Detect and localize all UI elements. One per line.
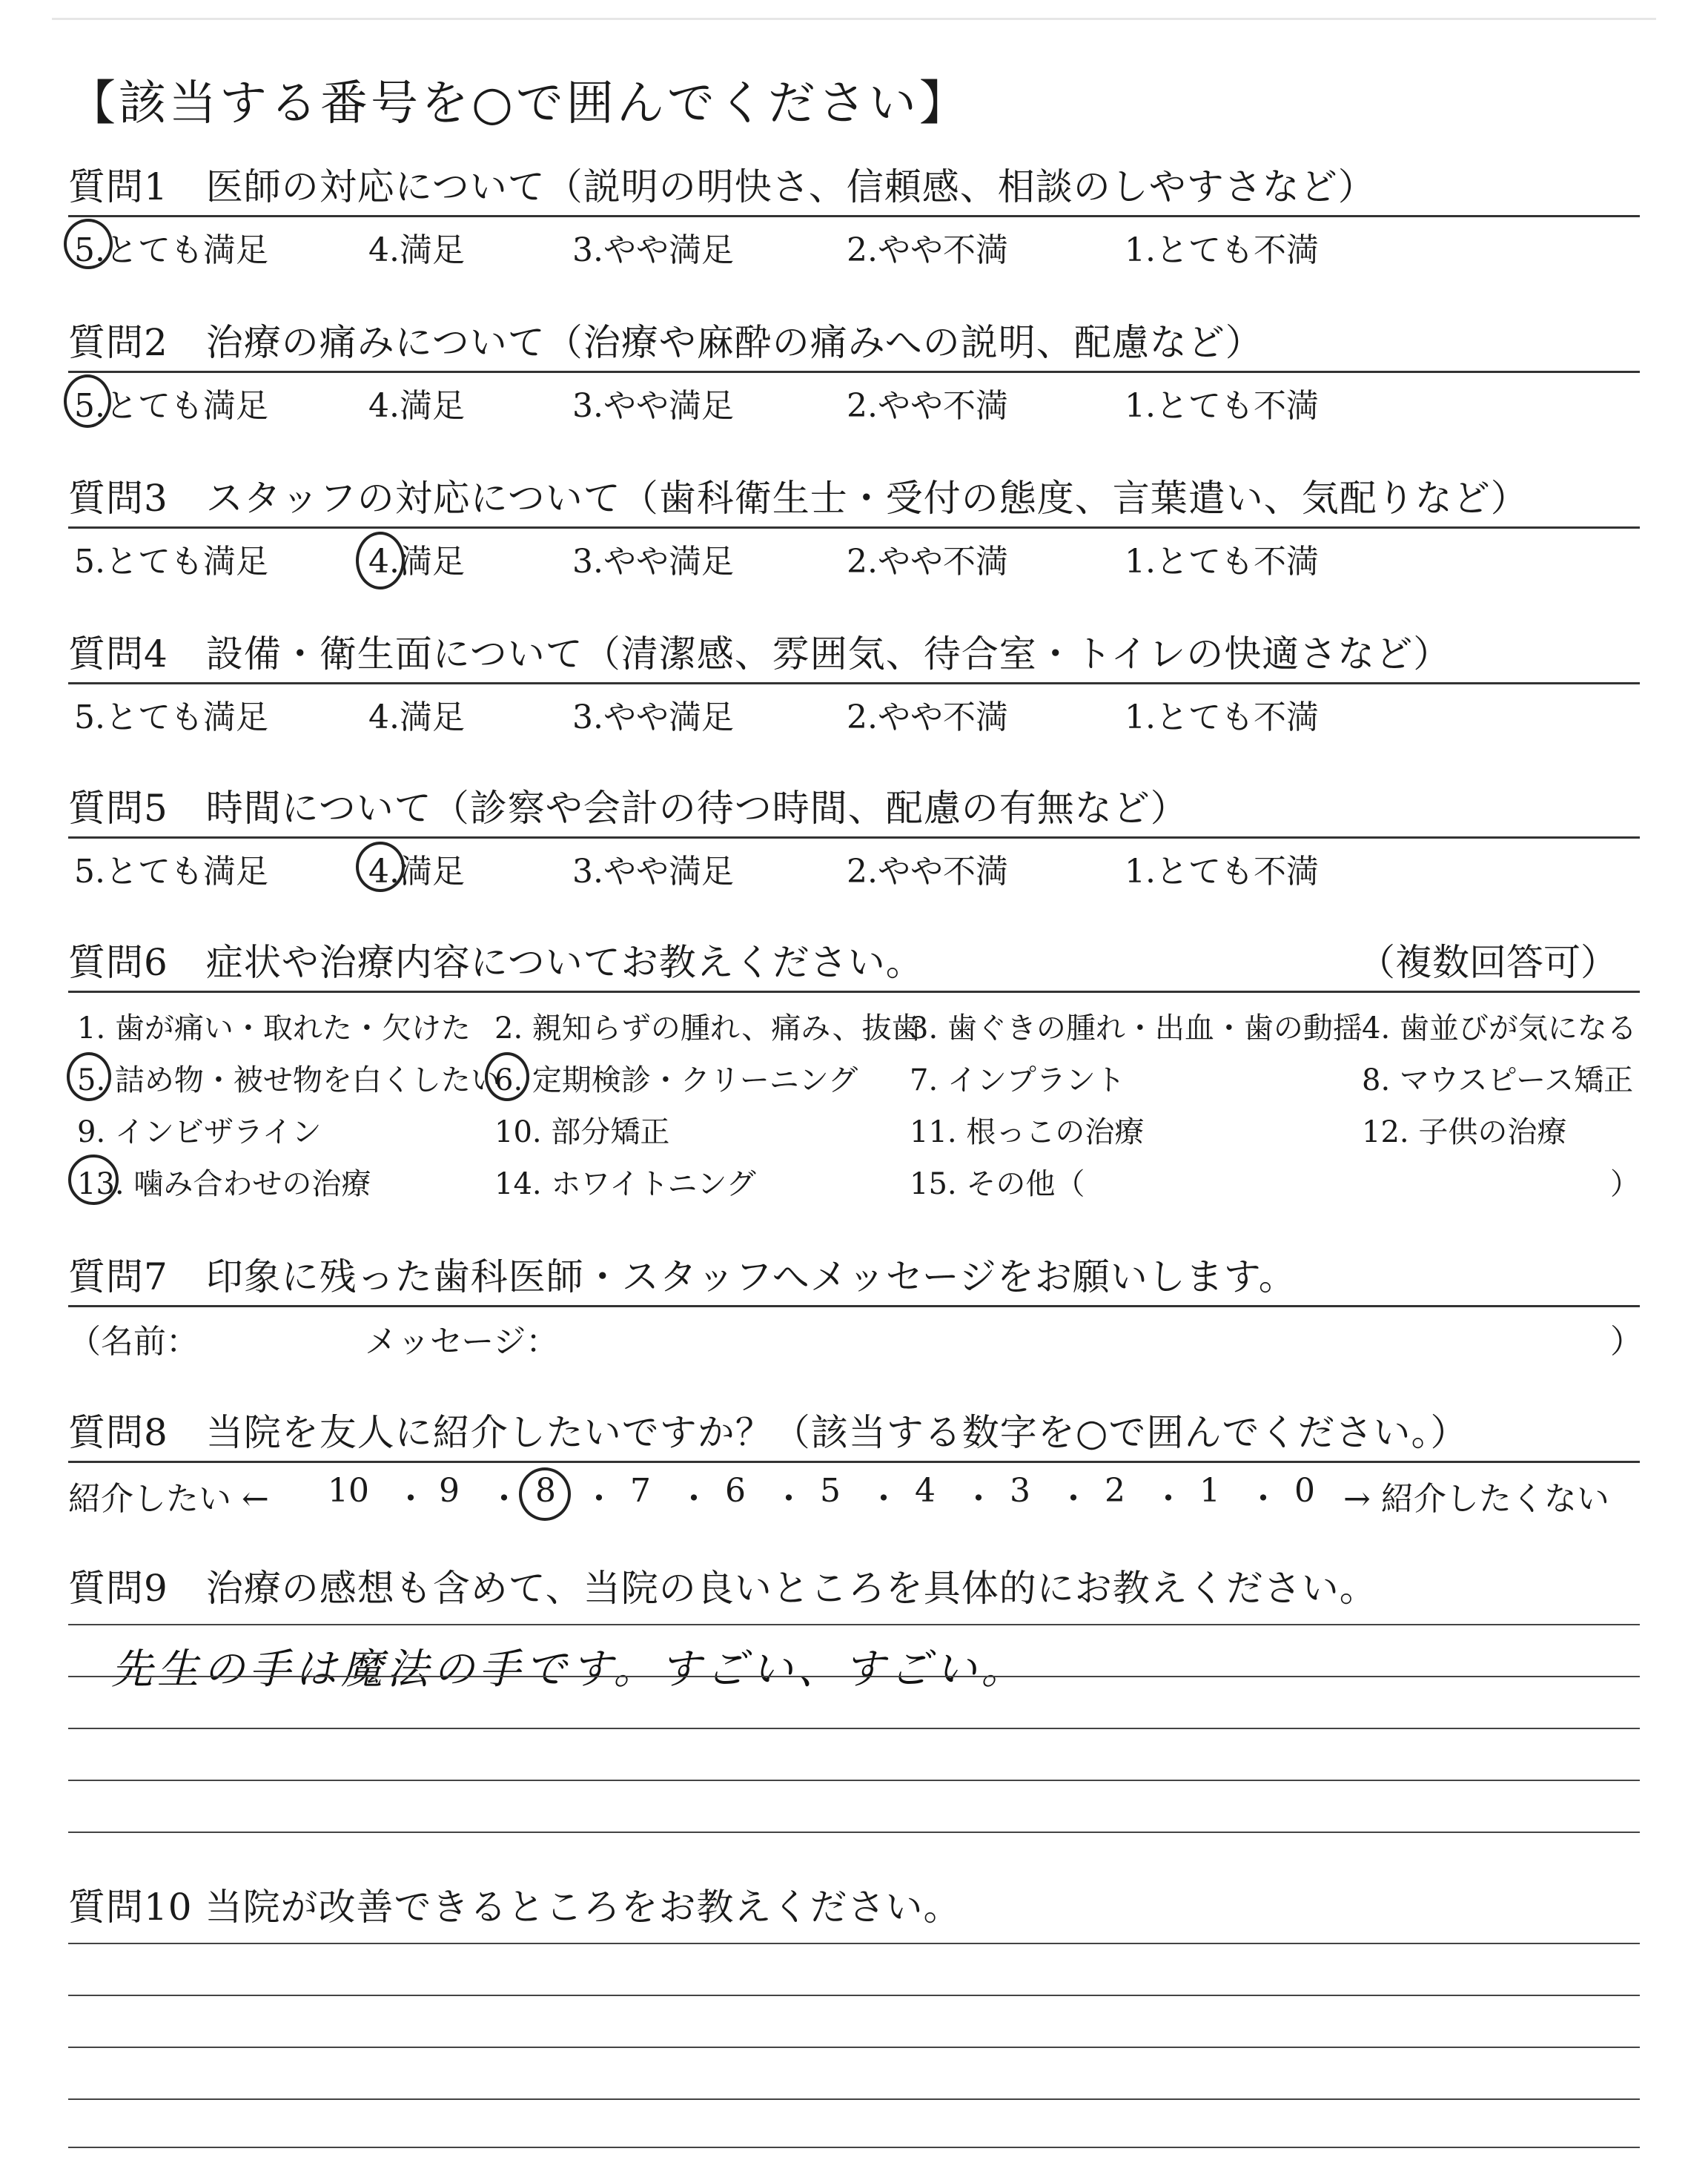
q1-option-2[interactable]: 2.やや不満 <box>847 231 1008 269</box>
q9-answer-line <box>68 1676 1640 1677</box>
question-3-header <box>68 475 1640 529</box>
question-2-text: 質問2 治療の痛みについて（治療や麻酔の痛みへの説明、配慮など） <box>68 321 1263 364</box>
q8-score-9[interactable]: 9 <box>439 1472 460 1510</box>
question-8-header <box>68 1409 1640 1463</box>
q8-left-label: 紹介したい ← <box>68 1480 269 1518</box>
q10-answer-line <box>68 1995 1640 1996</box>
q10-answer-line <box>68 2098 1640 2100</box>
q6-option-9[interactable]: 9. インビザライン <box>77 1115 322 1149</box>
q8-score-3[interactable]: 3 <box>1010 1472 1030 1510</box>
q8-separator: ・ <box>394 1480 427 1518</box>
q6-option-5[interactable]: 5. 詰め物・被せ物を白くしたい <box>77 1063 500 1097</box>
q8-separator: ・ <box>678 1480 710 1518</box>
q9-answer-line <box>68 1624 1640 1625</box>
question-9-text: 質問9 治療の感想も含めて、当院の良いところを具体的にお教えください。 <box>68 1567 1377 1610</box>
q8-separator: ・ <box>867 1480 900 1518</box>
q8-score-2[interactable]: 2 <box>1105 1472 1125 1510</box>
q6-option-11[interactable]: 11. 根っこの治療 <box>910 1115 1145 1149</box>
q6-option-10[interactable]: 10. 部分矯正 <box>494 1115 670 1149</box>
q4-option-4[interactable]: 4.満足 <box>368 698 465 736</box>
q5-option-5[interactable]: 5.とても満足 <box>74 853 268 891</box>
question-1-options <box>68 217 1640 269</box>
q4-option-5[interactable]: 5.とても満足 <box>74 698 268 736</box>
q2-option-2[interactable]: 2.やや不満 <box>847 387 1008 425</box>
question-7-message-row <box>68 1307 1643 1361</box>
question-6-options <box>68 993 1640 1208</box>
q6-option-4[interactable]: 4. 歯並びが気になる <box>1362 1011 1637 1046</box>
q8-score-0[interactable]: 0 <box>1294 1472 1315 1510</box>
q8-separator: ・ <box>1247 1480 1280 1518</box>
q5-option-2[interactable]: 2.やや不満 <box>847 853 1008 891</box>
question-8-scale <box>68 1463 1640 1522</box>
question-9 <box>68 1565 1640 1616</box>
q7-message-label[interactable]: メッセージ： <box>365 1323 559 1361</box>
question-6-text: 質問6 症状や治療内容についてお教えください。 <box>68 941 924 984</box>
q6-option-2[interactable]: 2. 親知らずの腫れ、痛み、抜歯 <box>494 1011 921 1046</box>
q8-separator: ・ <box>1057 1480 1090 1518</box>
question-3-text: 質問3 スタッフの対応について（歯科衛生士・受付の態度、言葉遣い、気配りなど） <box>68 477 1529 520</box>
q2-option-1[interactable]: 1.とても不満 <box>1125 387 1319 425</box>
question-5-header <box>68 785 1640 839</box>
q6-other-close: ） <box>1610 1167 1640 1201</box>
question-7-text: 質問7 印象に残った歯科医師・スタッフへメッセージをお願いします。 <box>68 1255 1297 1298</box>
q3-option-3[interactable]: 3.やや満足 <box>572 543 734 581</box>
question-10-text: 質問10 当院が改善できるところをお教えください。 <box>68 1886 961 1929</box>
q1-option-3[interactable]: 3.やや満足 <box>572 231 734 269</box>
q2-option-3[interactable]: 3.やや満足 <box>572 387 734 425</box>
question-1-text: 質問1 医師の対応について（説明の明快さ、信頼感、相談のしやすさなど） <box>68 165 1376 208</box>
q7-name-label: （名前： <box>68 1323 199 1361</box>
q4-option-1[interactable]: 1.とても不満 <box>1125 698 1319 736</box>
q8-separator: ・ <box>488 1480 520 1518</box>
form-title: 【該当する番号を○で囲んでください】 <box>68 76 970 131</box>
q9-answer-line <box>68 1780 1640 1781</box>
q3-option-1[interactable]: 1.とても不満 <box>1125 543 1319 581</box>
q6-option-1[interactable]: 1. 歯が痛い・取れた・欠けた <box>77 1011 471 1046</box>
question-5 <box>68 785 1640 891</box>
question-3 <box>68 475 1640 581</box>
question-5-text: 質問5 時間について（診察や会計の待つ時間、配慮の有無など） <box>68 787 1188 830</box>
q6-option-6[interactable]: 6. 定期検診・クリーニング <box>494 1063 858 1097</box>
question-8-text: 質問8 当院を友人に紹介したいですか？（該当する数字を○で囲んでください。） <box>68 1411 1469 1454</box>
q8-score-5[interactable]: 5 <box>820 1472 841 1510</box>
q3-option-5[interactable]: 5.とても満足 <box>74 543 268 581</box>
question-4-header <box>68 630 1640 684</box>
q3-option-2[interactable]: 2.やや不満 <box>847 543 1008 581</box>
q6-option-13[interactable]: 13. 噛み合わせの治療 <box>77 1167 371 1201</box>
question-7-header <box>68 1253 1640 1307</box>
question-8 <box>68 1409 1640 1522</box>
q3-option-4[interactable]: 4.満足 <box>368 543 465 581</box>
q6-option-14[interactable]: 14. ホワイトニング <box>494 1167 756 1201</box>
question-6-note: （複数回答可） <box>1358 941 1618 984</box>
q9-answer-line <box>68 1728 1640 1729</box>
q5-option-4[interactable]: 4.満足 <box>368 853 465 891</box>
question-9-header <box>68 1565 1640 1616</box>
q5-option-3[interactable]: 3.やや満足 <box>572 853 734 891</box>
q2-option-5[interactable]: 5.とても満足 <box>74 387 268 425</box>
q9-handwritten-answer: 先生の手は魔法の手です。すごい、すごい。 <box>111 1645 1027 1694</box>
question-4 <box>68 630 1640 736</box>
question-2 <box>68 319 1640 425</box>
q8-score-6[interactable]: 6 <box>725 1472 746 1510</box>
q8-score-7[interactable]: 7 <box>630 1472 651 1510</box>
question-10 <box>68 1883 1640 1935</box>
q8-right-label: → 紹介したくない <box>1343 1480 1609 1518</box>
top-border <box>52 18 1656 20</box>
q8-score-10[interactable]: 10 <box>328 1472 369 1510</box>
q8-score-8[interactable]: 8 <box>535 1472 556 1510</box>
question-2-header <box>68 319 1640 373</box>
q1-option-4[interactable]: 4.満足 <box>368 231 465 269</box>
q6-option-12[interactable]: 12. 子供の治療 <box>1362 1115 1567 1149</box>
q6-option-7[interactable]: 7. インプラント <box>910 1063 1125 1097</box>
q6-option-3[interactable]: 3. 歯ぐきの腫れ・出血・歯の動揺 <box>910 1011 1363 1046</box>
q4-option-3[interactable]: 3.やや満足 <box>572 698 734 736</box>
q10-answer-line <box>68 2147 1640 2148</box>
question-6 <box>68 939 1640 1208</box>
question-5-options <box>68 839 1640 891</box>
question-7 <box>68 1253 1643 1361</box>
q7-close-paren: ） <box>1610 1323 1643 1361</box>
q10-answer-line <box>68 2047 1640 2048</box>
question-4-text: 質問4 設備・衛生面について（清潔感、雰囲気、待合室・トイレの快適さなど） <box>68 633 1452 676</box>
q8-score-4[interactable]: 4 <box>915 1472 936 1510</box>
question-10-header <box>68 1883 1640 1935</box>
q8-score-1[interactable]: 1 <box>1199 1472 1220 1510</box>
q8-separator: ・ <box>1152 1480 1185 1518</box>
question-1 <box>68 163 1640 269</box>
q6-option-15[interactable]: 15. その他（ <box>910 1167 1085 1201</box>
question-4-options <box>68 684 1640 736</box>
question-6-header <box>68 939 1640 993</box>
q1-option-5[interactable]: 5.とても満足 <box>74 231 268 269</box>
q1-option-1[interactable]: 1.とても不満 <box>1125 231 1319 269</box>
q5-option-1[interactable]: 1.とても不満 <box>1125 853 1319 891</box>
q8-separator: ・ <box>583 1480 615 1518</box>
q4-option-2[interactable]: 2.やや不満 <box>847 698 1008 736</box>
q9-answer-line <box>68 1832 1640 1833</box>
q6-option-8[interactable]: 8. マウスピース矯正 <box>1362 1063 1634 1097</box>
question-2-options <box>68 373 1640 425</box>
q8-separator: ・ <box>962 1480 995 1518</box>
question-3-options <box>68 529 1640 581</box>
question-1-header <box>68 163 1640 217</box>
q2-option-4[interactable]: 4.満足 <box>368 387 465 425</box>
q10-answer-line <box>68 1943 1640 1944</box>
q8-separator: ・ <box>772 1480 805 1518</box>
